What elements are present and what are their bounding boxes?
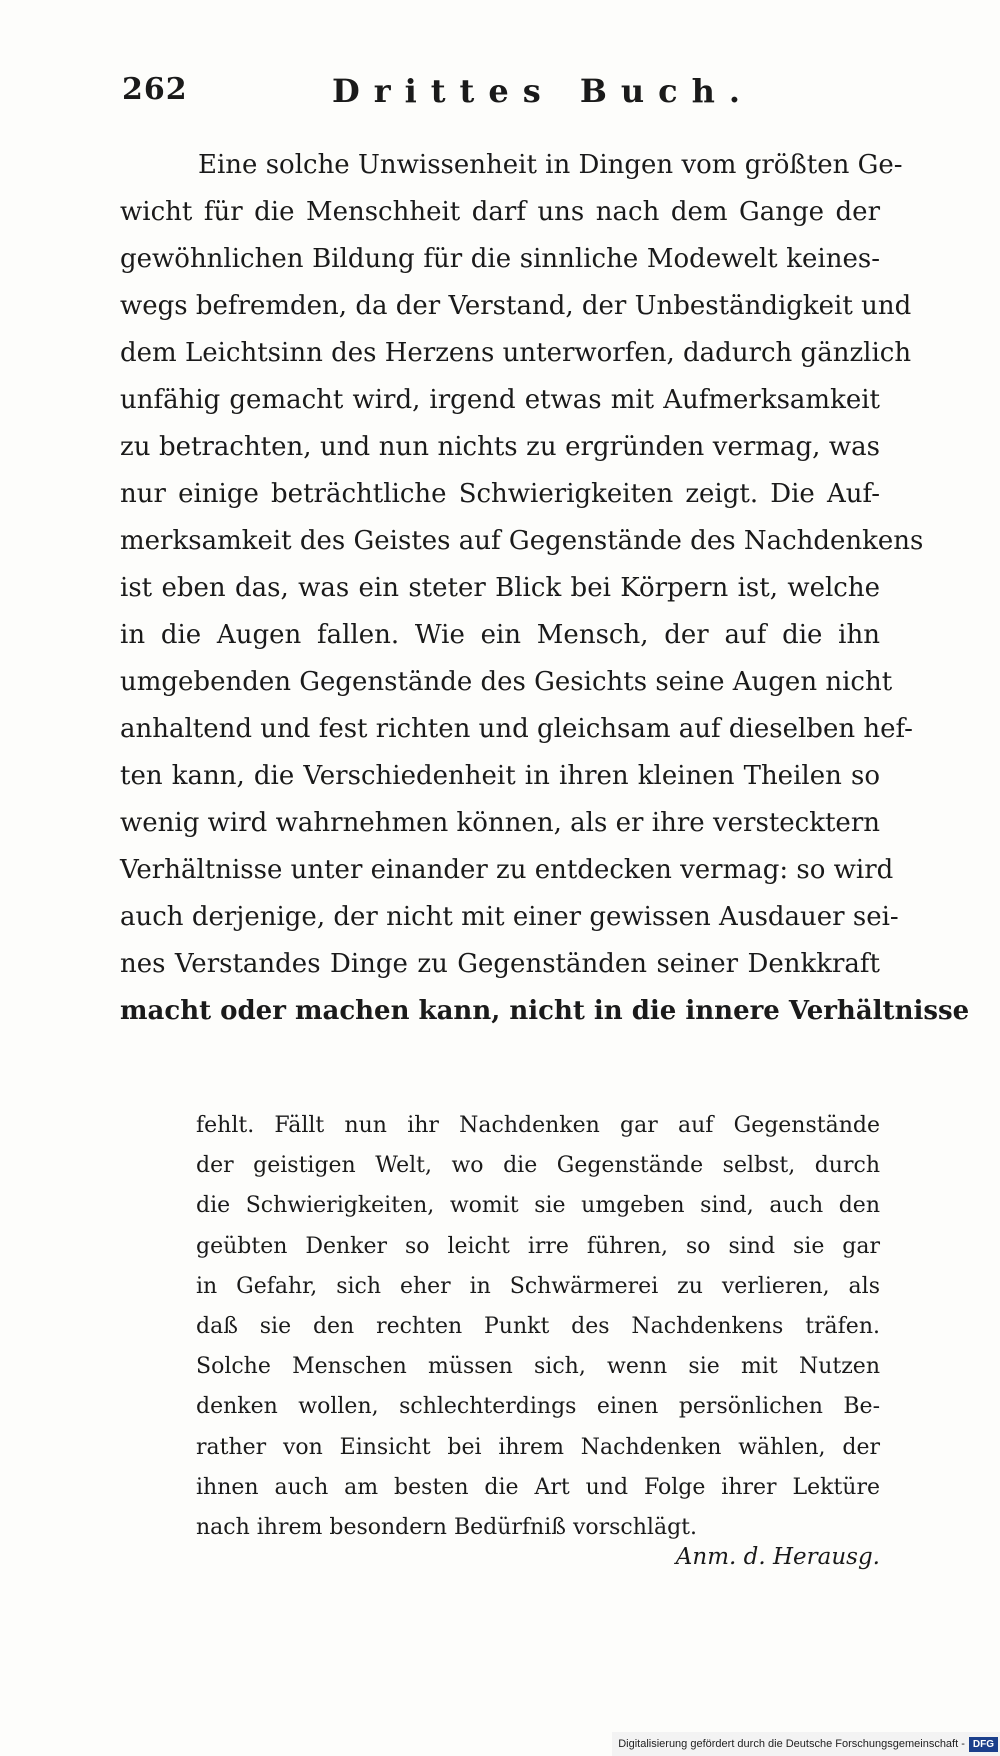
text-line: macht oder machen kann, nicht in die innere Verhältnisse <box>120 996 970 1026</box>
text-line: ten kann, die Verschiedenheit in ihren kleinen Theilen so <box>120 761 880 791</box>
footnote-line: nach ihrem besondern Bedürfniß vorschlägt. <box>196 1514 697 1540</box>
page-header <box>122 72 882 116</box>
footnote-line: fehlt. Fällt nun ihr Nachdenken gar auf Gegenstände <box>196 1113 880 1138</box>
footnote-line: rather von Einsicht bei ihrem Nachdenken wählen, der <box>196 1434 880 1460</box>
text-line: auch derjenige, der nicht mit einer gewissen Ausdauer sei- <box>120 902 899 932</box>
main-text-block <box>120 142 970 1035</box>
text-line: gewöhnlichen Bildung für die sinnliche Modewelt keines- <box>120 244 880 274</box>
text-line: wicht für die Menschheit darf uns nach dem Gange der <box>120 197 880 227</box>
dfg-logo: DFG <box>969 1737 998 1752</box>
footnote-block <box>196 1106 880 1548</box>
footnote-line: in Gefahr, sich eher in Schwärmerei zu verlieren, als <box>196 1273 880 1299</box>
page-number: 262 <box>122 72 188 107</box>
running-head: Drittes Buch. <box>332 72 755 110</box>
text-line: umgebenden Gegenstände des Gesichts seine Augen nicht <box>120 667 893 697</box>
text-line: Verhältnisse unter einander zu entdecken vermag: so wird <box>120 855 894 885</box>
text-line: wenig wird wahrnehmen können, als er ihre verstecktern <box>120 808 880 838</box>
footnote-line: daß sie den rechten Punkt des Nachdenkens träfen. <box>196 1313 880 1339</box>
text-line: anhaltend und fest richten und gleichsam auf dieselben hef- <box>120 714 913 744</box>
footnote-line: geübten Denker so leicht irre führen, so sind sie gar <box>196 1233 880 1259</box>
footnote-line: die Schwierigkeiten, womit sie umgeben sind, auch den <box>196 1193 880 1219</box>
footnote-line: ihnen auch am besten die Art und Folge ihrer Lektüre <box>196 1474 880 1500</box>
text-line: wegs befremden, da der Verstand, der Unbeständigkeit und <box>120 291 912 321</box>
text-line: nur einige beträchtliche Schwierigkeiten zeigt. Die Auf- <box>120 479 880 509</box>
text-line: merksamkeit des Geistes auf Gegenstände des Nachdenkens <box>120 526 924 556</box>
text-line: nes Verstandes Dinge zu Gegenständen seiner Denkkraft <box>120 949 880 979</box>
credit-text: Digitalisierung gefördert durch die Deutsche Forschungsgemeinschaft - <box>618 1738 965 1750</box>
footnote-line: denken wollen, schlechterdings einen persönlichen Be- <box>196 1394 880 1420</box>
text-line: dem Leichtsinn des Herzens unterworfen, dadurch gänzlich <box>120 338 912 368</box>
text-line: ist eben das, was ein steter Blick bei Körpern ist, welche <box>120 573 880 603</box>
text-line: zu betrachten, und nun nichts zu ergründen vermag, was <box>120 432 880 462</box>
text-line: unfähig gemacht wird, irgend etwas mit Aufmerksamkeit <box>120 385 880 415</box>
digitization-credit <box>612 1732 1000 1756</box>
text-line: in die Augen fallen. Wie ein Mensch, der auf die ihn <box>120 620 880 650</box>
footnote-line: der geistigen Welt, wo die Gegenstände selbst, durch <box>196 1153 880 1179</box>
footnote-line: Solche Menschen müssen sich, wenn sie mit Nutzen <box>196 1354 880 1380</box>
footnote-signature: Anm. d. Herausg. <box>675 1544 880 1570</box>
text-line: Eine solche Unwissenheit in Dingen vom größten Ge- <box>198 150 903 180</box>
